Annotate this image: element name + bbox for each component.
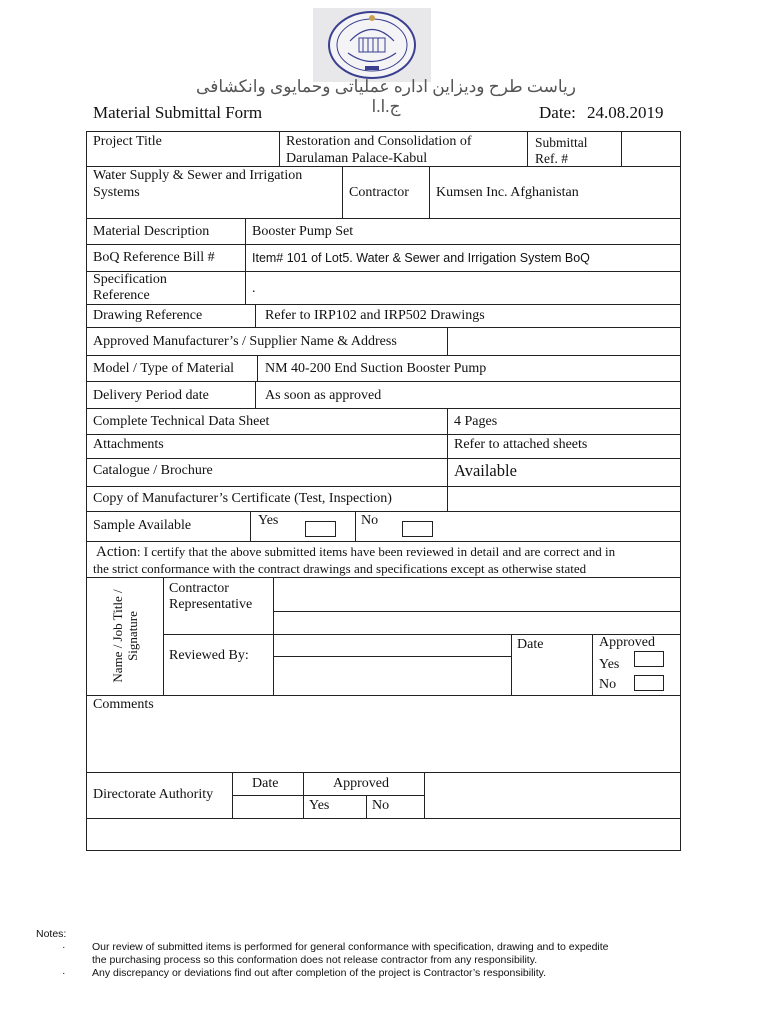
dari-heading: ریاست طرح ودیزاین اداره عملیاتی وحمایوی وانکشافی ج.ا.ا — [196, 77, 576, 116]
contractor-value: Kumsen Inc. Afghanistan — [436, 185, 579, 200]
note-1-line2: the purchasing process so this conformation does not release contractor from any responsibility. — [92, 954, 538, 966]
model-value: NM 40-200 End Suction Booster Pump — [265, 361, 487, 376]
specification-label-line1: Specification — [93, 272, 167, 287]
certificate-label: Copy of Manufacturer’s Certificate (Test, Inspection) — [93, 491, 392, 506]
note-bullet-2: · — [62, 967, 66, 979]
contractor-label: Contractor — [349, 185, 409, 200]
review-yes-label: Yes — [599, 657, 620, 672]
attachments-value: Refer to attached sheets — [454, 437, 588, 452]
sample-label: Sample Available — [93, 518, 192, 533]
sample-yes-label: Yes — [258, 513, 279, 528]
action-label: Action — [96, 544, 137, 560]
tech-sheet-value: 4 Pages — [454, 414, 498, 429]
review-no-checkbox[interactable] — [634, 675, 664, 691]
delivery-label: Delivery Period date — [93, 388, 209, 403]
note-bullet-1: · — [62, 941, 66, 953]
action-text-line1: : I certify that the above submitted items have been reviewed in detail and are correct and in — [136, 544, 616, 559]
notes-label: Notes: — [36, 928, 67, 940]
note-2: Any discrepancy or deviations find out after completion of the project is Contractor’s responsibility. — [92, 967, 547, 979]
model-label: Model / Type of Material — [93, 361, 235, 376]
comments-label: Comments — [93, 697, 154, 712]
sample-no-label: No — [361, 513, 379, 528]
system-label-line2: Systems — [93, 185, 140, 200]
specification-value: . — [252, 281, 256, 296]
material-description-label: Material Description — [93, 224, 210, 239]
review-no-label: No — [599, 677, 617, 692]
review-date-label: Date — [517, 637, 544, 652]
reviewed-by-label: Reviewed By: — [169, 648, 249, 663]
logo — [313, 8, 431, 82]
delivery-value: As soon as approved — [265, 388, 382, 403]
project-title-label: Project Title — [93, 134, 162, 149]
date-value: 24.08.2019 — [587, 103, 664, 122]
directorate-approved-label: Approved — [333, 776, 389, 791]
submittal-ref-label-line1: Submittal — [535, 135, 588, 150]
directorate-authority-label: Directorate Authority — [93, 787, 214, 802]
specification-label-line2: Reference — [93, 288, 150, 303]
directorate-yes-label: Yes — [309, 798, 330, 813]
action-statement-line1 — [96, 544, 615, 560]
drawing-reference-label: Drawing Reference — [93, 308, 203, 323]
project-title-value-line1: Restoration and Consolidation of — [286, 134, 472, 149]
signature-side-label-line1: Name / Job Title / — [110, 589, 125, 683]
signature-side-label — [110, 576, 140, 696]
directorate-no-label: No — [372, 798, 390, 813]
signature-side-label-line2: Signature — [125, 611, 140, 661]
material-description-value: Booster Pump Set — [252, 224, 354, 239]
date-label: Date: — [539, 103, 576, 122]
manufacturer-label: Approved Manufacturer’s / Supplier Name & Address — [93, 334, 397, 349]
tech-sheet-label: Complete Technical Data Sheet — [93, 414, 270, 429]
project-title-value-line2: Darulaman Palace-Kabul — [286, 151, 428, 166]
catalogue-label: Catalogue / Brochure — [93, 463, 213, 478]
review-approved-label: Approved — [599, 635, 655, 650]
sample-yes-checkbox[interactable] — [305, 521, 336, 537]
emblem-icon — [313, 8, 431, 82]
review-yes-checkbox[interactable] — [634, 651, 664, 667]
contractor-rep-label-line1: Contractor — [169, 581, 229, 596]
directorate-date-label: Date — [252, 776, 279, 791]
submittal-ref-label-line2: Ref. # — [535, 151, 568, 166]
boq-reference-value: Item# 101 of Lot5. Water & Sewer and Irrigation System BoQ — [252, 251, 590, 265]
sample-no-checkbox[interactable] — [402, 521, 433, 537]
catalogue-value: Available — [454, 461, 517, 480]
action-text-line2: the strict conformance with the contract drawings and specifications except as otherwise stated — [93, 561, 587, 576]
note-1-line1: Our review of submitted items is performed for general conformance with specification, drawing and to expedite — [92, 941, 609, 953]
system-label-line1: Water Supply & Sewer and Irrigation — [93, 168, 303, 183]
drawing-reference-value: Refer to IRP102 and IRP502 Drawings — [265, 308, 485, 323]
form-title: Material Submittal Form — [93, 103, 263, 122]
attachments-label: Attachments — [93, 437, 164, 452]
boq-reference-label: BoQ Reference Bill # — [93, 250, 215, 265]
contractor-rep-label-line2: Representative — [169, 597, 253, 612]
